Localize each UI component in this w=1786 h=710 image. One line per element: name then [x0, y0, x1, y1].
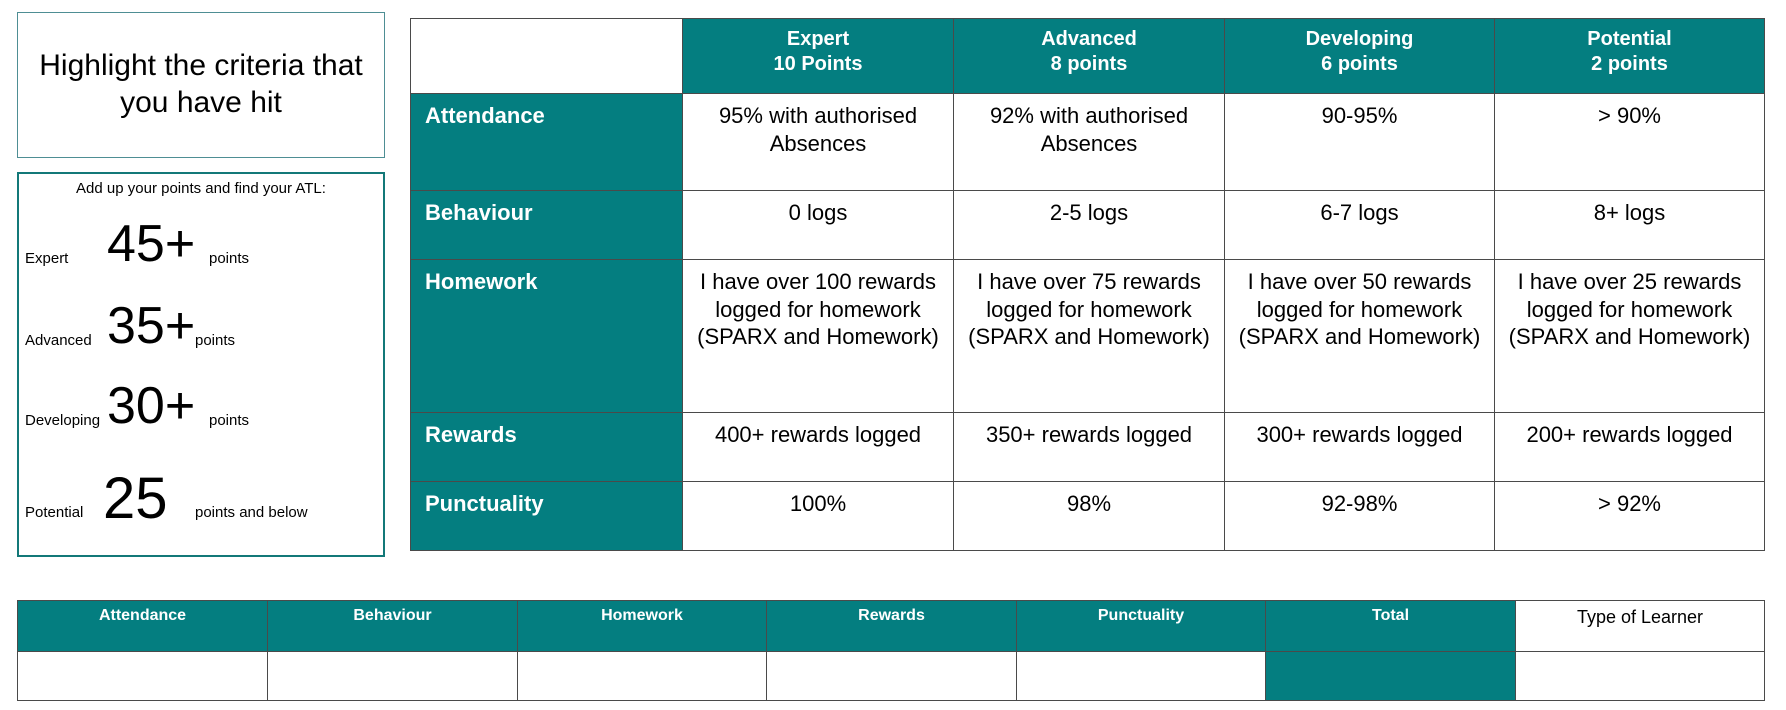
type-of-learner-cell[interactable] [1516, 652, 1765, 701]
criteria-cell[interactable]: 90-95% [1225, 94, 1495, 191]
criteria-cell[interactable]: I have over 100 rewards logged for homework (SPARX and Homework) [683, 260, 954, 413]
behaviour-score-cell[interactable] [268, 652, 518, 701]
row-label: Homework [411, 260, 683, 413]
column-header-expert [683, 19, 954, 94]
attendance-score-cell[interactable] [18, 652, 268, 701]
atl-points-suffix: points [209, 412, 250, 429]
criteria-cell[interactable]: > 92% [1495, 482, 1765, 551]
punctuality-score-cell[interactable] [1017, 652, 1266, 701]
summary-header-behaviour: Behaviour [268, 601, 518, 652]
total-score-cell[interactable] [1266, 652, 1516, 701]
atl-heading: Add up your points and find your ATL: [76, 180, 326, 197]
atl-level-label: Potential [25, 504, 84, 521]
criteria-corner-cell [411, 19, 683, 94]
column-level: Developing [1305, 28, 1414, 50]
atl-level-label: Developing [25, 412, 101, 429]
criteria-cell[interactable]: 6-7 logs [1225, 191, 1495, 260]
criteria-cell[interactable]: 95% with authorised Absences [683, 94, 954, 191]
row-label: Punctuality [411, 482, 683, 551]
criteria-table [410, 18, 1765, 551]
criteria-row-behaviour [411, 191, 1765, 260]
summary-header-rewards: Rewards [767, 601, 1017, 652]
criteria-cell[interactable]: I have over 25 rewards logged for homework (SPARX and Homework) [1495, 260, 1765, 413]
criteria-row-rewards [411, 413, 1765, 482]
criteria-cell[interactable]: I have over 50 rewards logged for homework (SPARX and Homework) [1225, 260, 1495, 413]
criteria-row-attendance [411, 94, 1765, 191]
rewards-score-cell[interactable] [767, 652, 1017, 701]
summary-table [17, 600, 1765, 701]
homework-score-cell[interactable] [518, 652, 767, 701]
column-points: 2 points [1591, 53, 1668, 75]
criteria-cell[interactable]: 200+ rewards logged [1495, 413, 1765, 482]
column-points: 10 Points [773, 53, 863, 75]
atl-row-developing [19, 377, 383, 437]
atl-points-suffix: points and below [195, 504, 308, 521]
column-header-developing [1225, 19, 1495, 94]
atl-row-advanced [19, 296, 383, 356]
atl-level-label: Expert [25, 250, 69, 267]
criteria-cell[interactable]: 300+ rewards logged [1225, 413, 1495, 482]
criteria-row-punctuality [411, 482, 1765, 551]
atl-level-label: Advanced [25, 332, 92, 349]
atl-row-expert [19, 216, 383, 276]
atl-points-number: 45+ [107, 215, 196, 273]
atl-points-number: 35+ [107, 297, 196, 355]
criteria-cell[interactable]: 2-5 logs [954, 191, 1225, 260]
instruction-box [17, 12, 385, 158]
column-level: Expert [786, 28, 850, 50]
atl-points-number: 25 [103, 466, 168, 531]
summary-header-homework: Homework [518, 601, 767, 652]
criteria-header-row [411, 19, 1765, 94]
summary-header-type-of-learner: Type of Learner [1516, 601, 1765, 652]
column-points: 8 points [1050, 53, 1128, 75]
summary-header-total: Total [1266, 601, 1516, 652]
row-label: Rewards [411, 413, 683, 482]
criteria-cell[interactable]: 98% [954, 482, 1225, 551]
criteria-cell[interactable]: I have over 75 rewards logged for homework (SPARX and Homework) [954, 260, 1225, 413]
instruction-text: Highlight the criteria that you have hit [39, 49, 363, 119]
atl-points-suffix: points [209, 250, 250, 267]
row-label: Behaviour [411, 191, 683, 260]
atl-points-number: 30+ [107, 377, 196, 435]
criteria-row-homework [411, 260, 1765, 413]
criteria-cell[interactable]: 400+ rewards logged [683, 413, 954, 482]
column-level: Advanced [1041, 28, 1137, 50]
atl-points-box [17, 172, 385, 557]
column-header-potential [1495, 19, 1765, 94]
column-points: 6 points [1321, 53, 1398, 75]
summary-header-row [18, 601, 1765, 652]
column-level: Potential [1587, 28, 1672, 50]
criteria-cell[interactable]: 350+ rewards logged [954, 413, 1225, 482]
criteria-cell[interactable]: 8+ logs [1495, 191, 1765, 260]
summary-header-punctuality: Punctuality [1017, 601, 1266, 652]
criteria-cell[interactable]: 92-98% [1225, 482, 1495, 551]
atl-points-suffix: points [195, 332, 236, 349]
criteria-cell[interactable]: > 90% [1495, 94, 1765, 191]
atl-row-potential [19, 464, 383, 531]
summary-value-row [18, 652, 1765, 701]
column-header-advanced [954, 19, 1225, 94]
criteria-cell[interactable]: 0 logs [683, 191, 954, 260]
criteria-cell[interactable]: 100% [683, 482, 954, 551]
row-label: Attendance [411, 94, 683, 191]
criteria-cell[interactable]: 92% with authorised Absences [954, 94, 1225, 191]
summary-header-attendance: Attendance [18, 601, 268, 652]
